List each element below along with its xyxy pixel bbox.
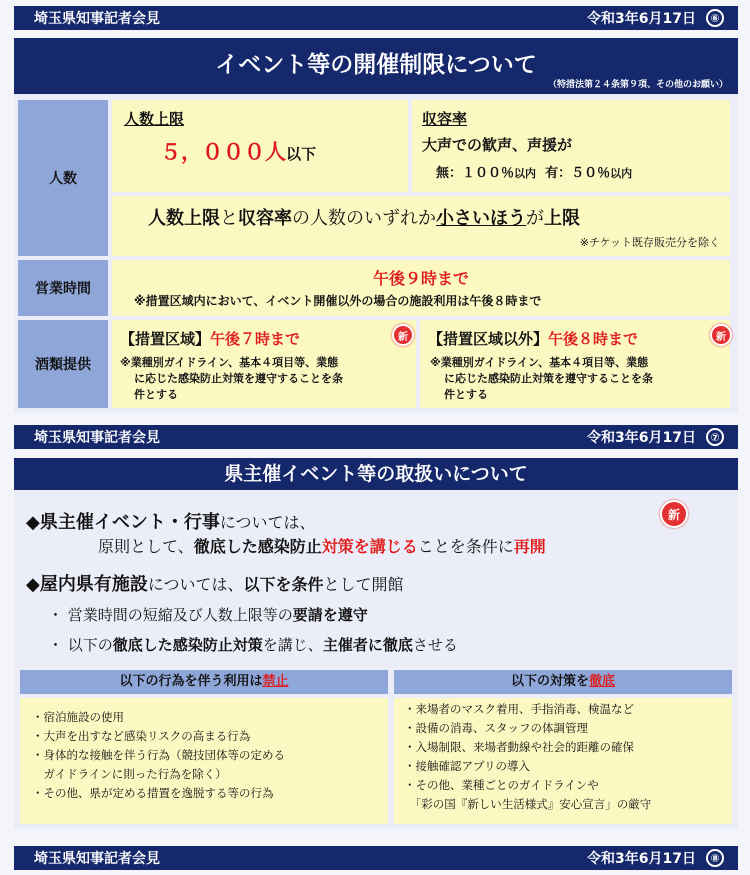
list-item: ・大声を出すなど感染リスクの高まる行為 (32, 729, 251, 743)
sub-bullet-2: ・ 以下の徹底した感染防止対策を講じ、主催者に徹底させる (48, 636, 458, 654)
rate-values: 無：１００％以内 有：５０％以内 (436, 166, 633, 181)
label-ninzu: 人数 (18, 100, 108, 256)
list-item: ・宿泊施設の使用 (32, 710, 124, 724)
in-zone-head: 【措置区域】午後７時まで (120, 330, 301, 348)
prohibited-list (20, 698, 388, 824)
out-zone-note-1: ※業種別ガイドライン、基本４項目等、業態 (430, 356, 649, 369)
list-item: ・その他、業種ごとのガイドラインや (404, 778, 599, 792)
slide-event-limits (14, 38, 738, 412)
list-item: ・来場者のマスク着用、手指消毒、検温など (404, 702, 634, 716)
press-date: 令和3年6月17日 ⑦ (587, 427, 724, 447)
hours-note: ※措置区域内において、イベント開催以外の場合の施設利用は午後８時まで (134, 294, 542, 308)
out-zone-head: 【措置区域以外】午後８時まで (428, 330, 639, 348)
label-hours: 営業時間 (18, 260, 108, 316)
limit-head: 人数上限 (124, 110, 185, 128)
smaller-rule: 人数上限と収容率の人数のいずれか小さいほうが上限 (148, 208, 580, 229)
in-zone-note-2: に応じた感染防止対策を遵守することを条 (134, 372, 343, 385)
rate-line: 大声での歓声、声援が (422, 136, 573, 154)
bullet-facilities: ◆屋内県有施設については、以下を条件として開館 (26, 574, 404, 595)
press-date: 令和3年6月17日 ⑥ (587, 8, 724, 28)
press-title: 埼玉県知事記者会見 (34, 851, 160, 867)
rate-head: 収容率 (422, 110, 468, 128)
left-table-head: 以下の行為を伴う利用は禁止 (20, 670, 388, 694)
cell-out-zone (420, 320, 730, 408)
ticket-note: ※チケット既存販売分を除く (579, 236, 720, 249)
in-zone-note-1: ※業種別ガイドライン、基本４項目等、業態 (120, 356, 339, 369)
list-item: ガイドラインに則った行為を除く） (32, 767, 227, 781)
page-number: ⑦ (706, 428, 724, 446)
new-badge: 新 (710, 324, 732, 346)
press-date: 令和3年6月17日 ⑧ (587, 848, 724, 868)
slide-title: 県主催イベント等の取扱いについて (14, 458, 738, 490)
limit-value: ５，０００人以下 (160, 140, 317, 164)
cell-limit (112, 100, 408, 192)
cell-rate (412, 100, 730, 192)
header-bar-page8 (14, 846, 738, 870)
slide-pref-events (14, 458, 738, 828)
press-title: 埼玉県知事記者会見 (34, 430, 160, 446)
in-zone-note-3: 件とする (134, 388, 178, 401)
cell-in-zone (112, 320, 416, 408)
list-item: ・その他、県が定める措置を逸脱する等の行為 (32, 786, 274, 800)
hours-value: 午後９時まで (372, 269, 469, 288)
slide-title: イベント等の開催制限について （特措法第２４条第９項、その他のお願い） (14, 38, 738, 94)
page-number: ⑧ (706, 849, 724, 867)
sub-bullet-1: ・ 営業時間の短縮及び人数上限等の要請を遵守 (48, 606, 368, 624)
bullet-pref-events: ◆県主催イベント・行事については、 (26, 512, 316, 533)
press-title: 埼玉県知事記者会見 (34, 11, 160, 27)
list-item: 「彩の国『新しい生活様式』安心宣言」の厳守 (404, 797, 652, 811)
list-item: ・身体的な接触を伴う行為（競技団体等の定める (32, 748, 285, 762)
label-alcohol: 酒類提供 (18, 320, 108, 408)
new-badge: 新 (392, 324, 414, 346)
cell-hours (112, 260, 730, 316)
bullet-pref-events-detail: 原則として、徹底した感染防止対策を講じることを条件に再開 (98, 537, 546, 556)
right-table-head: 以下の対策を徹底 (394, 670, 732, 694)
out-zone-note-2: に応じた感染防止対策を遵守することを条 (444, 372, 653, 385)
list-item: ・接触確認アプリの導入 (404, 759, 531, 773)
measures-list (394, 698, 732, 824)
slide-subtitle: （特措法第２４条第９項、その他のお願い） (547, 80, 728, 90)
cell-smaller (112, 196, 730, 256)
header-bar-page7 (14, 425, 738, 449)
list-item: ・設備の消毒、スタッフの体調管理 (404, 721, 588, 735)
out-zone-note-3: 件とする (444, 388, 488, 401)
new-badge: 新 (660, 500, 688, 528)
header-bar-page6 (14, 6, 738, 30)
list-item: ・入場制限、来場者動線や社会的距離の確保 (404, 740, 634, 754)
page-number: ⑥ (706, 9, 724, 27)
